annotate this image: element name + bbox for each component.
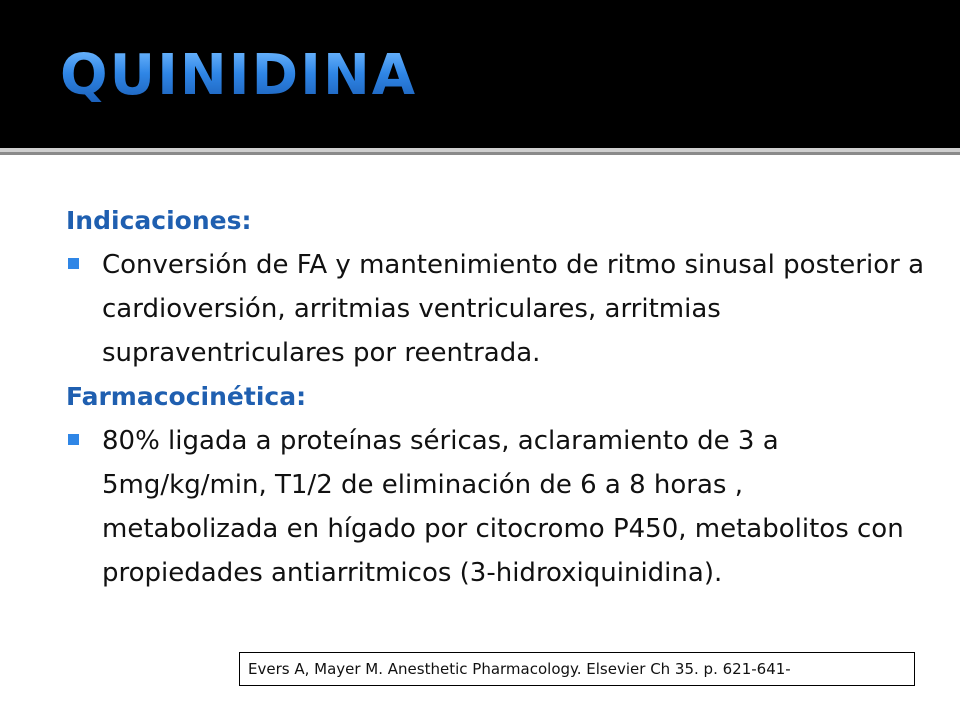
bullet-item-indicaciones (66, 243, 926, 375)
slide-body (66, 199, 926, 595)
bullet-text-farmacocinetica: 80% ligada a proteínas séricas, aclaramiento de 3 a 5mg/kg/min, T1/2 de eliminación de 6 a 8 horas , metabolizada en hígado por citocromo P450, metabolitos con propiedades antiarritmicos (3-hidroxiquinidina). (102, 426, 904, 588)
bullet-square-icon (68, 258, 79, 269)
slide-title: QUINIDINA (60, 43, 418, 108)
bullet-square-icon (68, 434, 79, 445)
content-area (0, 155, 960, 720)
section-heading-indicaciones: Indicaciones: (66, 206, 252, 235)
section-heading-farmacocinetica: Farmacocinética: (66, 382, 307, 411)
citation-box: Evers A, Mayer M. Anesthetic Pharmacology. Elsevier Ch 35. p. 621-641- (239, 652, 915, 686)
bullet-item-farmacocinetica (66, 419, 926, 595)
bullet-text-indicaciones: Conversión de FA y mantenimiento de ritmo sinusal posterior a cardioversión, arritmias ventriculares, arritmias supraventriculares por reentrada. (102, 250, 925, 368)
title-bar (0, 0, 960, 148)
